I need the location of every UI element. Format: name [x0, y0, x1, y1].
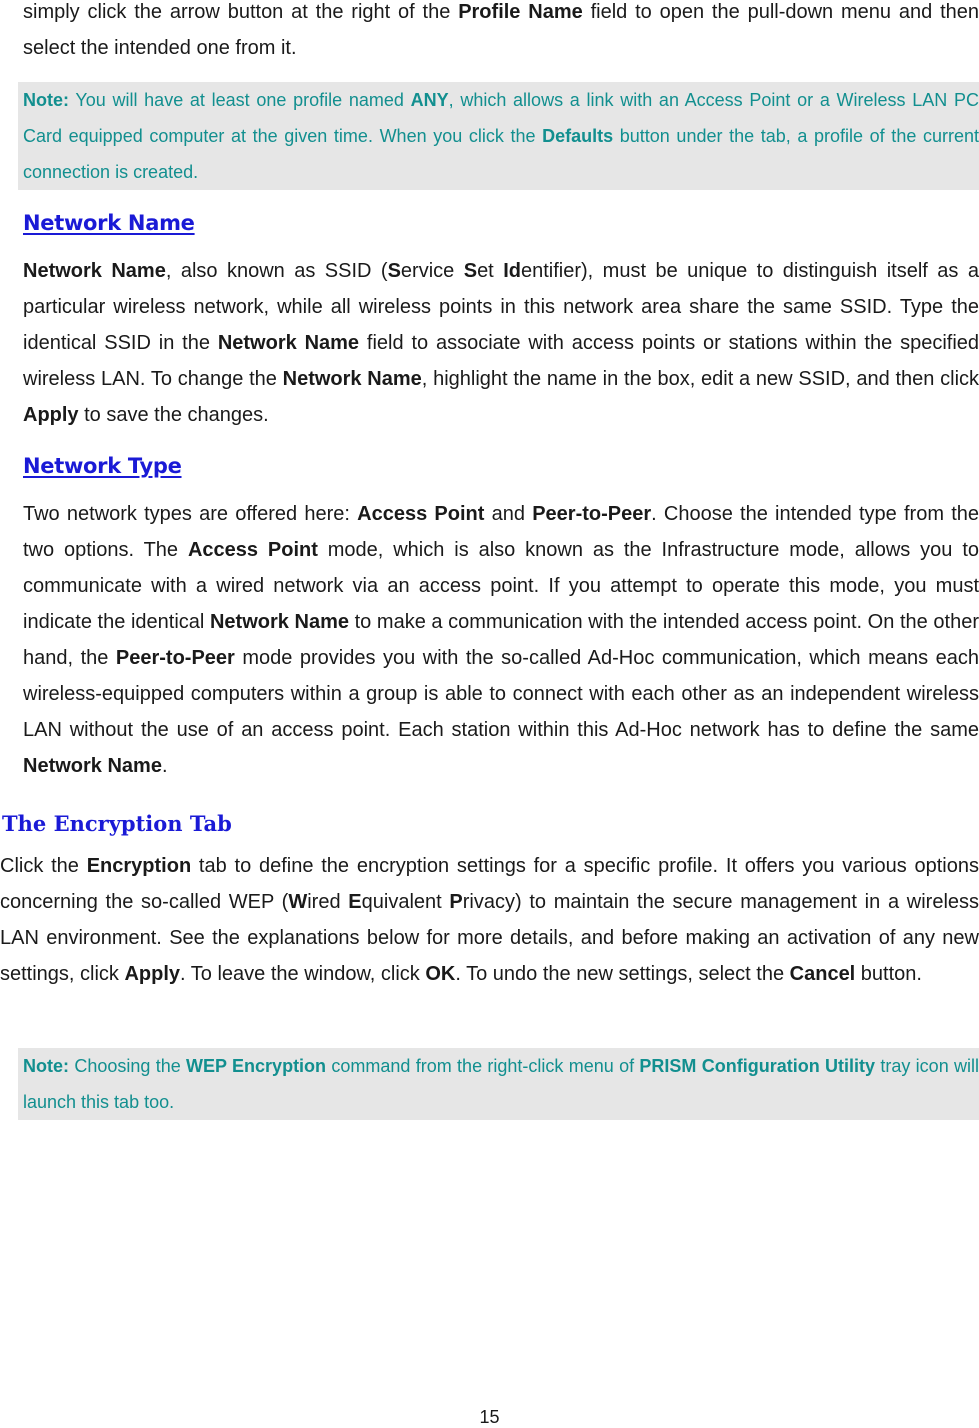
encryption-paragraph: Click the Encryption tab to define the encryption settings for a specific profile. It offers you various options concerning the so-called WEP (Wired Equivalent Privacy) to maintain the secure management in a wireless LAN environment. See the explanations below for more details, and before making an activation of any new settings, click Apply. To leave the window, click OK. To undo the new settings, select the Cancel button. — [0, 855, 979, 985]
page-number: 15 — [479, 1407, 500, 1427]
network-name-paragraph: Network Name, also known as SSID (Service Set Identifier), must be unique to distinguish itself as a particular wireless network, while all wireless points in this network area share the same SSID. Type the identical SSID in the Network Name field to associate with access points or stations within the specified wireless LAN. To change the Network Name, highlight the name in the box, edit a new SSID, and then click Apply to save the changes. — [23, 260, 979, 426]
note-box-encryption: Note: Choosing the WEP Encryption command from the right-click menu of PRISM Configuration Utility tray icon will launch this tab too. — [18, 1048, 979, 1120]
intro-paragraph: simply click the arrow button at the right of the Profile Name field to open the pull-down menu and then select the intended one from it. — [23, 1, 979, 59]
note-box-profile: Note: You will have at least one profile named ANY, which allows a link with an Access Point or a Wireless LAN PC Card equipped computer at the given time. When you click the Defaults button under the tab, a profile of the current connection is created. — [18, 82, 979, 190]
note-label: Note: — [23, 1056, 69, 1076]
network-type-paragraph: Two network types are offered here: Access Point and Peer-to-Peer. Choose the intended type from the two options. The Access Point mode, which is also known as the Infrastructure mode, allows you to communicate with a wired network via an access point. If you attempt to operate this mode, you must indicate the identical Network Name to make a communication with the intended access point. On the other hand, the Peer-to-Peer mode provides you with the so-called Ad-Hoc communication, which means each wireless-equipped computers within a group is able to connect with each other as an independent wireless LAN without the use of an access point. Each station within this Ad-Hoc network has to define the same Network Name. — [23, 503, 979, 777]
profile-name-term: Profile Name — [458, 1, 583, 23]
network-name-heading: Network Name — [23, 211, 195, 235]
network-type-heading: Network Type — [23, 454, 182, 478]
encryption-tab-section-title: The Encryption Tab — [2, 811, 232, 836]
note-label: Note: — [23, 90, 69, 110]
